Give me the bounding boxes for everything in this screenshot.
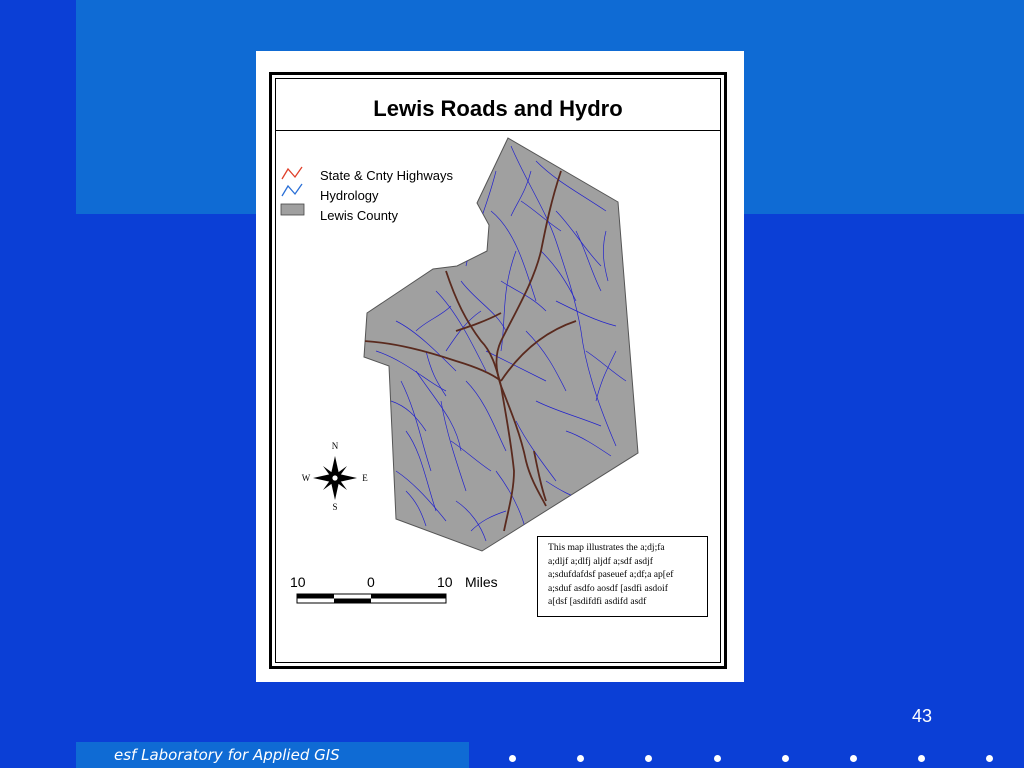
footer-dot xyxy=(782,755,789,762)
note-line: a[dsf [asdifdfi asdifd asdf xyxy=(548,596,647,607)
compass-south-label: S xyxy=(332,502,338,512)
footer-dot xyxy=(986,755,993,762)
legend-label-county: Lewis County xyxy=(320,208,399,223)
footer-dot xyxy=(577,755,584,762)
scale-bar xyxy=(297,594,446,603)
compass-north-label: N xyxy=(331,441,339,451)
footer-text: esf Laboratory for Applied GIS xyxy=(114,746,340,764)
note-line: a;dljf a;dlfj aljdf a;sdf asdjf xyxy=(548,555,653,567)
county-legend-swatch xyxy=(281,204,304,215)
scale-label-left: 10 xyxy=(290,574,306,590)
note-line: This map illustrates the a;dj;fa xyxy=(548,542,665,553)
map-title: Lewis Roads and Hydro xyxy=(373,96,623,121)
scale-unit-label: Miles xyxy=(465,574,498,590)
note-line: a;sduf asdfo aosdf [asdfi asdoif xyxy=(548,582,668,594)
scale-label-right: 10 xyxy=(437,574,453,590)
footer-dot xyxy=(645,755,652,762)
footer-bar xyxy=(76,742,469,768)
map-note-box xyxy=(537,536,708,617)
legend-label-hydrology: Hydrology xyxy=(320,188,379,203)
highway-legend-icon xyxy=(282,167,302,179)
slide-page-number: 43 xyxy=(912,706,933,726)
lewis-county-area xyxy=(364,138,638,551)
footer-dot xyxy=(714,755,721,762)
compass-rose-icon xyxy=(313,456,357,500)
footer-dot xyxy=(918,755,925,762)
footer-dot xyxy=(509,755,516,762)
compass-west-label: W xyxy=(301,473,311,483)
map-card xyxy=(256,51,744,682)
scale-label-middle: 0 xyxy=(367,574,375,590)
compass-east-label: E xyxy=(362,473,368,483)
footer-dot xyxy=(850,755,857,762)
note-line: a;sdufdafdsf paseuef a;df;a ap[ef xyxy=(548,569,674,580)
legend-label-highways: State & Cnty Highways xyxy=(320,168,453,183)
hydrology-legend-icon xyxy=(282,184,302,196)
